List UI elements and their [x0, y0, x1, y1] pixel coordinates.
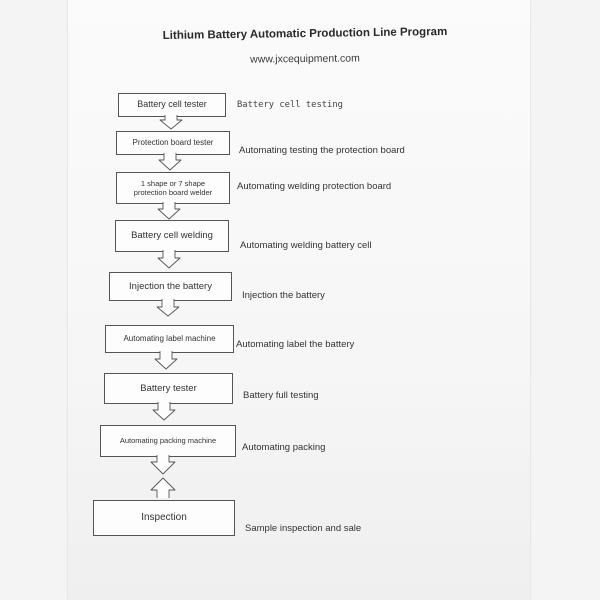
step-label: Protection board tester [132, 138, 214, 147]
step-description: Automating label the battery [236, 339, 355, 350]
step-box-label-machine [105, 325, 234, 353]
step-description: Battery cell testing [237, 100, 343, 110]
step-box-packing-machine [100, 425, 236, 457]
step-box-protection-board-welder [116, 172, 230, 204]
document-title: Lithium Battery Automatic Production Line Program [162, 26, 448, 42]
step-description: Automating welding protection board [237, 181, 392, 192]
step-label-line2: protection board welder [133, 188, 213, 197]
step-description: Automating welding battery cell [240, 240, 372, 251]
step-box-battery-cell-tester [118, 93, 226, 117]
step-box-protection-board-tester [116, 131, 230, 155]
step-label: Automating packing machine [119, 436, 217, 446]
step-description: Injection the battery [242, 290, 325, 301]
step-description: Automating testing the protection board [239, 145, 405, 156]
step-label: Battery cell welding [131, 230, 213, 242]
step-description: Battery full testing [243, 390, 319, 401]
step-box-injection-battery [109, 272, 232, 301]
step-label: Inspection [141, 511, 187, 523]
step-description: Sample inspection and sale [245, 523, 362, 534]
step-box-battery-cell-welding [115, 220, 229, 252]
step-label: Automating label machine [123, 334, 216, 343]
step-box-inspection [93, 500, 235, 536]
website-url: www.jxcequipment.com [250, 52, 360, 66]
step-label-line1: 1 shape or 7 shape [140, 178, 206, 188]
step-label: Battery cell tester [137, 99, 207, 110]
step-description: Automating packing [242, 442, 326, 453]
step-label: Battery tester [140, 382, 197, 394]
step-box-battery-tester [104, 373, 233, 404]
step-label: Injection the battery [129, 280, 212, 292]
